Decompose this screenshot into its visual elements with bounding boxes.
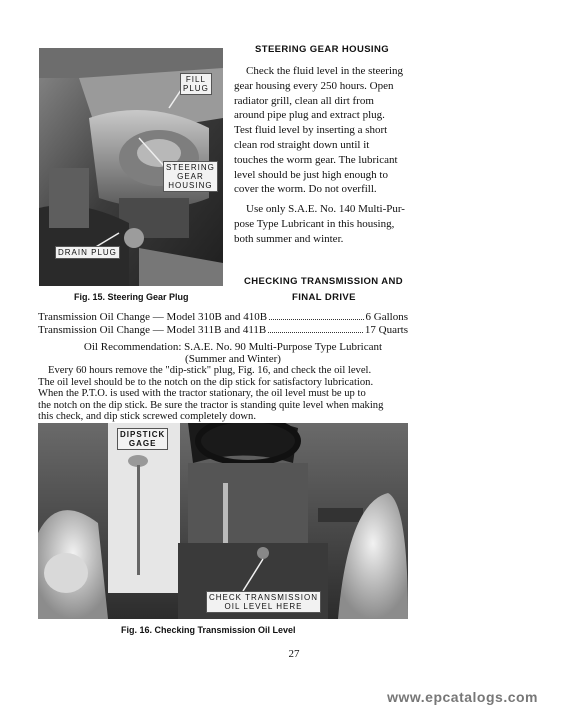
transmission-paragraph: Every 60 hours remove the "dip-stick" plug, Fig. 16, and check the oil level. The oil level should be to the notch on the dip stick for satisfactory lubrication. When the P.T.O. is used with the tractor stationary, the oil level must be up to the notch on the dip stick. Be sure the tractor is standing quite level when making this check, and dip stick screwed completely down. bbox=[38, 365, 384, 423]
fill-plug-label: FILL PLUG bbox=[180, 73, 212, 95]
spec-label: Transmission Oil Change — Model 310B and 410B bbox=[38, 311, 268, 323]
dipstick-gage-label: DIPSTICK GAGE bbox=[117, 428, 168, 450]
watermark: www.epcatalogs.com bbox=[387, 689, 538, 705]
steering-paragraph-2: Use only S.A.E. No. 140 Multi-Pur- pose Type Lubricant in this housing, both summer and winter. bbox=[234, 203, 405, 245]
oil-recommendation-season: (Summer and Winter) bbox=[185, 353, 281, 365]
leader-dots bbox=[269, 319, 363, 320]
spec-label: Transmission Oil Change — Model 311B and 411B bbox=[38, 324, 267, 336]
spec-value: 6 Gallons bbox=[365, 311, 408, 323]
fig16-caption: Fig. 16. Checking Transmission Oil Level bbox=[121, 625, 296, 635]
steering-heading: STEERING GEAR HOUSING bbox=[255, 44, 390, 55]
check-transmission-label: CHECK TRANSMISSION OIL LEVEL HERE bbox=[206, 591, 321, 613]
spec-row-310b-410b bbox=[38, 311, 408, 323]
page-number: 27 bbox=[288, 648, 300, 660]
spec-row-311b-411b bbox=[38, 324, 408, 336]
tractor-dipstick-illustration bbox=[38, 423, 408, 619]
drain-plug-label: DRAIN PLUG bbox=[55, 246, 120, 259]
fig16-photo bbox=[38, 423, 408, 619]
fig15-caption: Fig. 15. Steering Gear Plug bbox=[74, 292, 189, 302]
transmission-heading-line2: FINAL DRIVE bbox=[292, 292, 356, 303]
leader-dots bbox=[268, 332, 363, 333]
spec-value: 17 Quarts bbox=[364, 324, 408, 336]
steering-paragraph-1: Check the fluid level in the steering gear housing every 250 hours. Open radiator grill, clean all dirt from around pipe plug and extract plug. Test fluid level by inserting a short clean rod straight down until it touches the worm gear. The lubricant level should be just high enough to cover the worm. Do not overfill. bbox=[234, 65, 404, 196]
steering-gear-housing-label: STEERING GEAR HOUSING bbox=[163, 161, 218, 192]
oil-recommendation: Oil Recommendation: S.A.E. No. 90 Multi-Purpose Type Lubricant bbox=[83, 341, 383, 353]
transmission-heading-line1: CHECKING TRANSMISSION AND bbox=[244, 276, 404, 287]
